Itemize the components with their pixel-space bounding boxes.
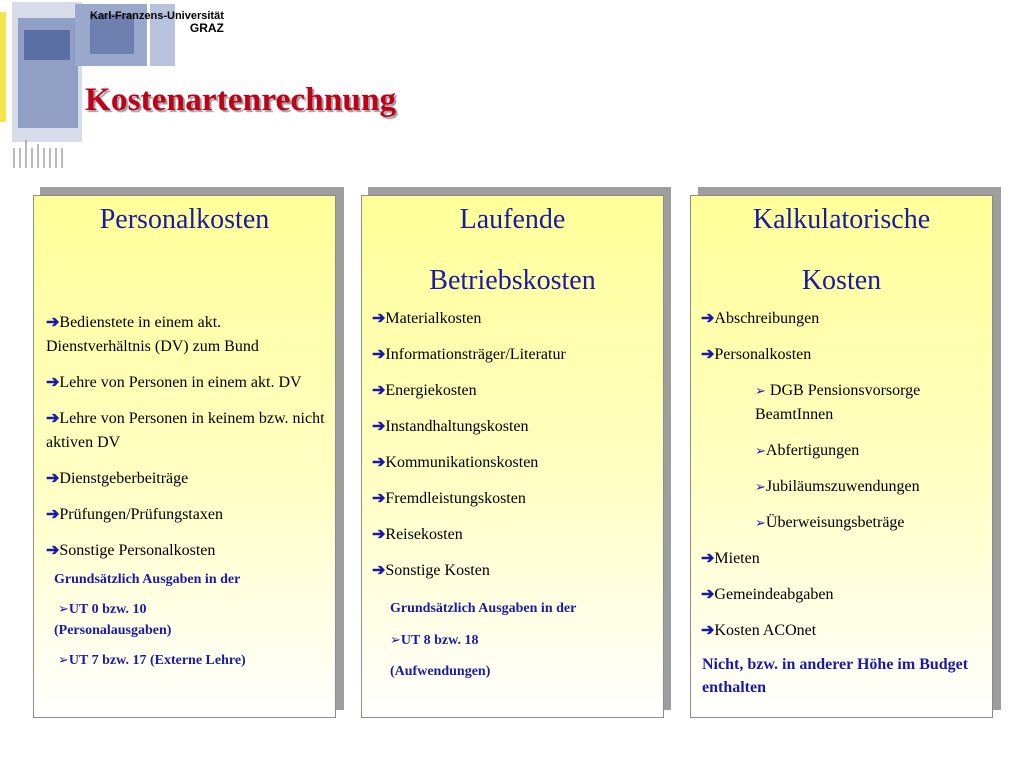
note-line: Grundsätzlich Ausgaben in der [390, 601, 577, 616]
list-item: ➔Kosten ACOnet [701, 622, 817, 639]
list-item: ➔Kommunikationskosten [372, 454, 539, 471]
arrow-right-icon: ➔ [46, 374, 60, 391]
triangle-right-icon: ➢ [390, 632, 401, 647]
arrow-right-icon: ➔ [372, 346, 386, 363]
list-item: ➔Lehre von Personen in einem akt. DV [46, 374, 302, 391]
box-title-line1: Kalkulatorische [752, 204, 931, 235]
arrow-right-icon: ➔ [701, 346, 715, 363]
arrow-right-icon: ➔ [46, 470, 60, 487]
box-title-line2: Betriebskosten [429, 265, 596, 296]
list-item: ➔Abschreibungen [701, 310, 820, 327]
item-list [370, 307, 655, 583]
arrow-right-icon: ➔ [701, 550, 715, 567]
arrow-right-icon: ➔ [372, 418, 386, 435]
list-item: ➔Dienstgeberbeiträge [46, 470, 189, 487]
list-item: ➔Mieten [701, 550, 760, 567]
note-subitem: ➢UT 7 bzw. 17 (Externe Lehre) [58, 652, 246, 668]
slide-title: Kostenartenrechnung [85, 82, 397, 118]
arrow-right-icon: ➔ [372, 382, 386, 399]
list-item: ➔Energiekosten [372, 382, 477, 399]
list-item: ➔Reisekosten [372, 526, 463, 543]
sub-list-item: ➢Überweisungsbeträge [755, 514, 905, 531]
triangle-right-icon: ➢ [755, 479, 766, 494]
triangle-right-icon: ➢ [755, 515, 766, 530]
list-item: ➔Sonstige Kosten [372, 562, 490, 579]
arrow-right-icon: ➔ [46, 506, 60, 523]
note-line: (Personalausgaben) [54, 623, 172, 638]
box-laufende-betriebskosten [361, 195, 664, 718]
list-item: ➔Instandhaltungskosten [372, 418, 529, 435]
arrow-right-icon: ➔ [701, 586, 715, 603]
box-kalkulatorische-kosten [690, 195, 993, 718]
list-item: ➔Lehre von Personen in keinem bzw. nicht aktiven DV [46, 410, 325, 451]
note-subitem: ➢UT 8 bzw. 18 [390, 632, 479, 648]
list-item: ➔Informationsträger/Literatur [372, 346, 566, 363]
arrow-right-icon: ➔ [372, 490, 386, 507]
arrow-right-icon: ➔ [46, 314, 60, 331]
logo-text [90, 10, 224, 34]
note-subitem: ➢UT 0 bzw. 10 [58, 601, 147, 617]
list-item: ➔Prüfungen/Prüfungstaxen [46, 506, 223, 523]
list-item: ➔Materialkosten [372, 310, 482, 327]
list-item: ➔Gemeindeabgaben [701, 586, 834, 603]
list-item: ➔Personalkosten [701, 346, 812, 363]
arrow-right-icon: ➔ [701, 622, 715, 639]
budget-note: Nicht, bzw. in anderer Höhe im Budget enthalten [702, 656, 969, 696]
box-title-line2: Kosten [801, 265, 882, 296]
triangle-right-icon: ➢ [755, 443, 766, 458]
arrow-right-icon: ➔ [372, 310, 386, 327]
logo-line2: GRAZ [189, 21, 224, 35]
note-line: Grundsätzlich Ausgaben in der [54, 572, 241, 587]
box-personalkosten [33, 195, 336, 718]
triangle-right-icon: ➢ [58, 601, 69, 616]
list-item: ➔Bedienstete in einem akt. Dienstverhältnis (DV) zum Bund [46, 314, 259, 355]
triangle-right-icon: ➢ [58, 652, 69, 667]
arrow-right-icon: ➔ [372, 526, 386, 543]
arrow-right-icon: ➔ [372, 454, 386, 471]
arrow-right-icon: ➔ [372, 562, 386, 579]
sub-list-item: ➢Jubiläumszuwendungen [755, 478, 920, 495]
list-item: ➔Fremdleistungskosten [372, 490, 526, 507]
sub-list-item: ➢ DGB Pensionsvorsorge BeamtInnen [755, 382, 921, 423]
sub-list-item: ➢Abfertigungen [755, 442, 860, 459]
item-list [699, 307, 984, 643]
box-title: Personalkosten [99, 204, 270, 235]
arrow-right-icon: ➔ [46, 542, 60, 559]
note-line: (Aufwendungen) [390, 664, 491, 679]
list-item: ➔Sonstige Personalkosten [46, 542, 216, 559]
arrow-right-icon: ➔ [701, 310, 715, 327]
arrow-right-icon: ➔ [46, 410, 60, 427]
budget-note [370, 593, 655, 687]
box-title-line1: Laufende [459, 204, 566, 235]
budget-note [42, 569, 327, 671]
logo-line1: Karl-Franzens-Universität [90, 10, 224, 22]
item-list [42, 311, 327, 563]
triangle-right-icon: ➢ [755, 383, 766, 398]
